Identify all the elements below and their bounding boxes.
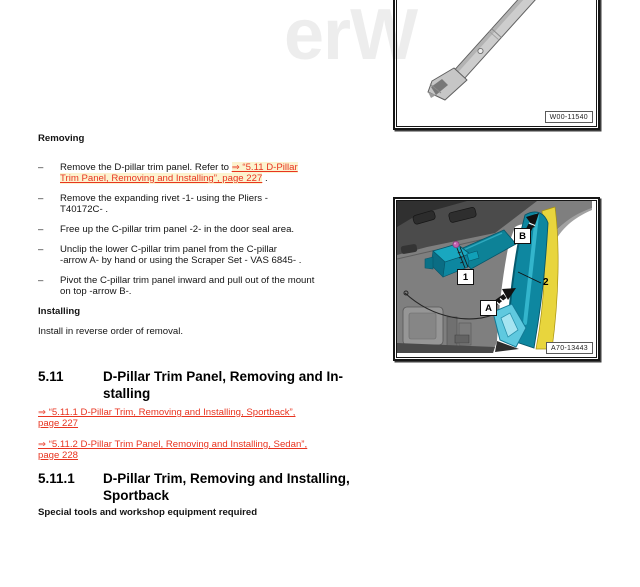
step-item	[38, 224, 380, 235]
callout-1: 1	[457, 269, 474, 285]
watermark-text: erW	[284, 0, 418, 75]
step-text-plain: Remove the D-pillar trim panel. Refer to	[60, 162, 232, 173]
step-text	[60, 162, 380, 184]
bullet-dash: –	[38, 162, 44, 173]
installing-heading: Installing	[38, 306, 81, 317]
section-title-line: D-Pillar Trim Panel, Removing and In-	[103, 369, 344, 384]
step-text	[60, 275, 380, 297]
hook	[455, 335, 469, 343]
link-line: ⇒ “5.11.1 D-Pillar Trim, Removing and Installing, Sportback”,	[38, 407, 296, 418]
callout-a: A	[480, 300, 497, 316]
section-title	[103, 471, 380, 504]
special-tools-heading: Special tools and workshop equipment required	[38, 507, 258, 518]
step-text	[60, 224, 380, 235]
section-heading-511	[38, 369, 380, 402]
section-number: 5.11	[38, 369, 64, 384]
link-line: ⇒ “5.11.2 D-Pillar Trim Panel, Removing and Installing, Sedan”,	[38, 439, 308, 450]
bullet-dash: –	[38, 224, 44, 235]
step-item	[38, 162, 380, 184]
callout-b: B	[514, 228, 531, 244]
bullet-dash: –	[38, 275, 44, 286]
step-item	[38, 244, 380, 266]
link-511-part2[interactable]: Trim Panel, Removing and Installing”, page 227	[60, 173, 263, 184]
step-text-plain: .	[262, 173, 268, 184]
removing-heading: Removing	[38, 133, 85, 144]
step-line: Pivot the C-pillar trim panel inward and pull out of the mount	[60, 275, 315, 286]
figure-pillar-canvas	[396, 200, 597, 358]
section-number: 5.11.1	[38, 471, 75, 486]
figure-ref-label: A70-13443	[546, 342, 593, 354]
section-heading-5111	[38, 471, 380, 504]
figure-tool	[393, 0, 600, 130]
link-511-part1[interactable]: ⇒ “5.11 D-Pillar	[231, 162, 298, 173]
link-5111-sportback[interactable]	[38, 407, 380, 429]
link-5112-sedan[interactable]	[38, 439, 380, 461]
callout-2: 2	[543, 277, 549, 288]
step-line: Free up the C-pillar trim panel -2- in the door seal area.	[60, 224, 295, 235]
pillar-illustration	[397, 201, 592, 353]
section-title-line: Sportback	[103, 487, 170, 503]
expanding-rivet	[453, 241, 459, 247]
figure-pillar-trim	[393, 197, 600, 361]
bullet-dash: –	[38, 193, 44, 204]
step-text	[60, 244, 380, 266]
step-line: Unclip the lower C-pillar trim panel from the C-pillar	[60, 244, 277, 255]
installing-text: Install in reverse order of removal.	[38, 326, 184, 337]
section-title	[103, 369, 380, 402]
figure-tool-canvas	[396, 0, 597, 127]
section-title-line: stalling	[103, 385, 151, 401]
step-line: T40172C- .	[60, 204, 108, 215]
figure-ref-label: W00-11540	[545, 111, 593, 123]
rivet-highlight	[454, 243, 456, 245]
procedure-text	[38, 133, 380, 518]
bullet-dash: –	[38, 244, 44, 255]
tool-illustration	[397, 0, 592, 124]
step-line: -arrow A- by hand or using the Scraper Set - VAS 6845- .	[60, 255, 302, 266]
link-line: page 227	[38, 418, 79, 429]
seat-back-inner	[409, 313, 436, 339]
link-line: page 228	[38, 450, 79, 461]
step-line: Remove the expanding rivet -1- using the Pliers -	[60, 193, 268, 204]
step-line: on top -arrow B-.	[60, 286, 132, 297]
tool-shaft	[450, 0, 545, 84]
step-text	[60, 193, 380, 215]
step-item	[38, 193, 380, 215]
section-title-line: D-Pillar Trim, Removing and Installing,	[103, 471, 350, 486]
step-item	[38, 275, 380, 297]
